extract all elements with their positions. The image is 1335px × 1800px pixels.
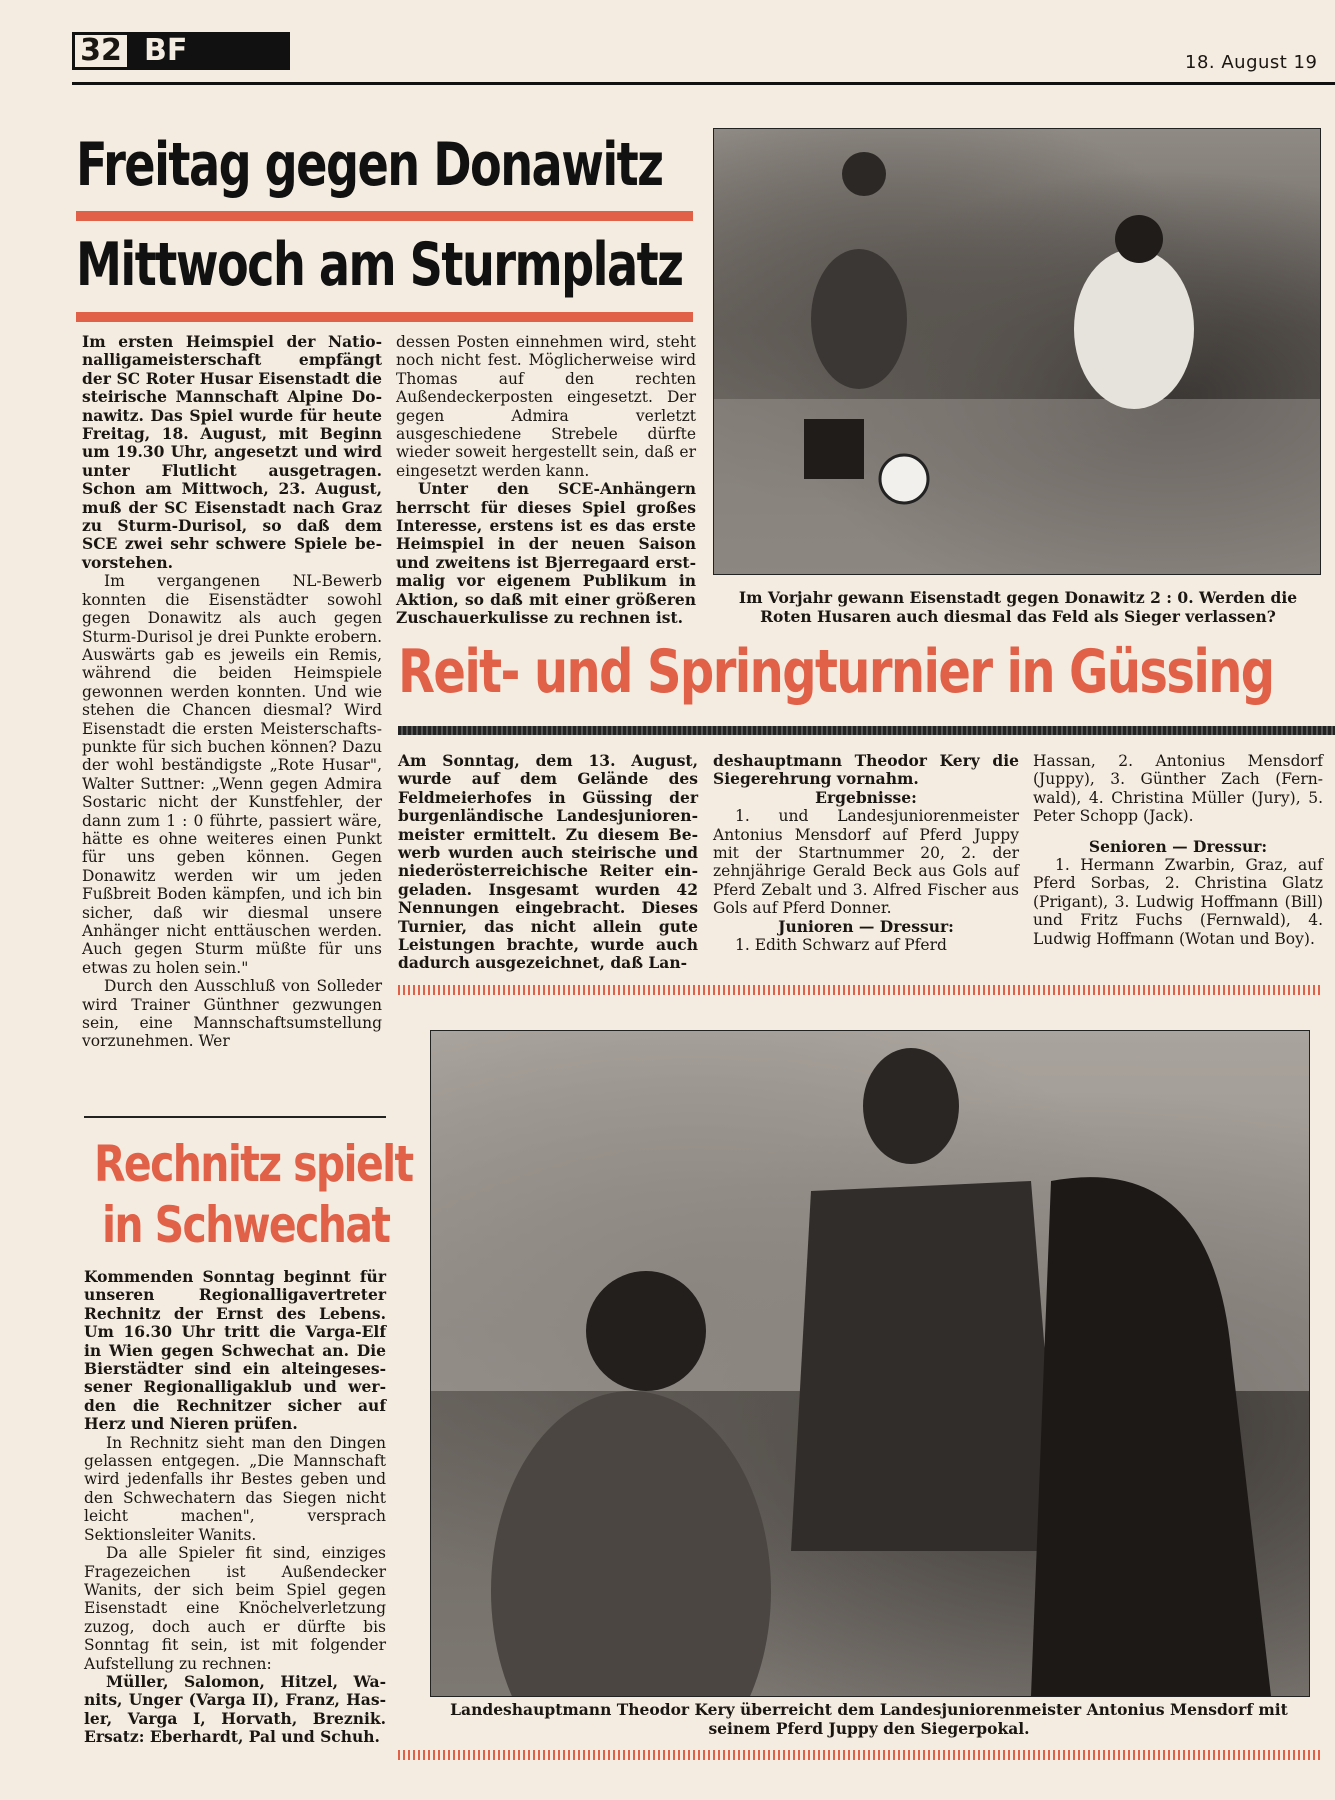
photo-frame-bottom [398,1750,1323,1760]
publication-name: BF [130,32,290,70]
article1-paragraph: Durch den Ausschluß von Solleder wird Trainer Günthner gezwungen sein, eine Mannschaftsumstellung vorzunehmen. Wer [82,977,382,1051]
football-players-illustration [714,129,1320,574]
article1-headline-line2: Mittwoch am Sturmplatz [76,230,683,300]
article3-headline: Reit- und Springturnier in Güssing [398,637,1274,707]
results-text: 1. und Landesjuniorenmeister Antonius Mensdorf auf Pferd Juppy mit der Startnummer 20, 2. der zehnjährige Gerald Beck aus Gols auf Pferd Zebalt und 3. Alfred Fischer aus Gols auf Pferd Donner. [713,807,1019,918]
junior-dressage-text: 1. Edith Schwarz auf Pferd [735,936,947,955]
article1-paragraph: dessen Posten einnehmen wird, steht noch nicht fest. Möglicherweise wird Thomas auf den rechten Außendeckerposten eingesetzt. Der gegen Admira verletzt ausgeschiedene Strebele dürfte wieder soweit hergestellt sein, daß er eingesetzt werden kann. [396,333,696,480]
dressage-results: Hassan, 2. Antonius Mensdorf (Juppy), 3. Günther Zach (Fernwald), 4. Christina Müller (Jury), 5. Peter Schopp (Jack). [1033,752,1323,826]
football-match-photo [713,128,1321,575]
equestrian-award-photo [430,1030,1310,1697]
senior-dressage-heading: Senioren — Dressur: [1088,836,1268,856]
senior-dressage-text: 1. Hermann Zwarbin, Graz, auf Pferd Sorbas, 2. Christina Glatz (Prigant), 3. Ludwig Hoffmann (Bill) und Fritz Fuchs (Fernwald), 4. Ludwig Hoffmann (Wotan und Boy). [1033,856,1323,948]
article3-column3 [1033,752,1323,948]
article2-lineup: Müller, Salomon, Hitzel, Wanits, Unger (Varga II), Franz, Hasler, Varga I, Horvath, Breznik. Ersatz: Eberhardt, Pal und Schuh. [84,1671,386,1747]
article2-headline-line1: Rechnitz spielt [94,1135,413,1193]
article1-column1 [82,333,382,1051]
award-ceremony-illustration [431,1031,1309,1696]
page-number: 32 [72,32,130,70]
article2-lead: Kommenden Sonntag beginnt für unseren Regionalligavertreter Rechnitz der Ernst des Lebens. Um 16.30 Uhr tritt die Varga-Elf in Wien gegen Schwechat an. Die Bierstädter sind ein alteingesessener Regionalligaklub und werden die Rechnitzer sicher auf Herz und Nieren prüfen. [84,1267,386,1434]
article3-column1: Am Sonntag, dem 13. August, wurde auf dem Gelände des Feldmeierhofes in Güssing der burgenländische Landesjuniorenmeister ermittelt. Zu diesem Bewerb wurden auch steirische und niederösterreichische Reiter eingeladen. Insgesamt wurden 42 Nennungen eingebracht. Dieses Turnier, das nicht allein gute Leistungen brachte, wurde auch dadurch ausgezeichnet, daß Lan- [398,751,698,973]
article1-lead: Im ersten Heimspiel der Nationalligameisterschaft empfängt der SC Roter Husar Eisenstadt die steirische Mannschaft Alpine Donawitz. Das Spiel wurde für heute Freitag, 18. August, mit Beginn um 19.30 Uhr, angesetzt und wird unter Flutlicht ausgetragen. Schon am Mittwoch, 23. August, muß der SC Eisenstadt nach Graz zu Sturm-Durisol, so daß dem SCE zwei sehr schwere Spiele bevorstehen. [82,332,382,572]
article1-column2 [396,333,696,628]
article1-headline-line1: Freitag gegen Donawitz [76,130,663,200]
header-rule [72,82,1335,85]
article1-headline-rule [76,312,693,322]
article1-headline-rule [76,211,693,221]
article3-column2 [713,752,1019,954]
article2-headline-line2: in Schwechat [102,1196,390,1254]
article2-body [84,1268,386,1747]
article1-paragraph: Im vergangenen NL-Bewerb konnten die Eisenstädter sowohl gegen Donawitz als auch gegen Sturm-Durisol je drei Punkte erobern. Auswärts gab es jeweils ein Remis, während die beiden Heimspiele gewonnen werden konnten. Und wie stehen die Chancen diesmal? Wird Eisenstadt die ersten Meisterschaftspunkte für sich buchen können? Dazu der wohl beständigste „Rote Husar", Walter Suttner: „Wenn gegen Admira Sostaric nicht der Kunstfehler, der dann zum 1 : 0 führte, passiert wäre, hätte es ohne weiteres einen Punkt für uns geben können. Gegen Donawitz werden wir um jeden Fußbreit Boden kämpfen, und ich bin sicher, daß wir diesmal unsere Anhänger nicht enttäuschen werden. Auch gegen Sturm müßte für uns etwas zu holen sein." [82,572,382,977]
article3-photo-caption: Landeshauptmann Theodor Kery überreicht dem Landesjuniorenmeister Antonius Mensdorf mit seinem Pferd Juppy den Siegerpokal. [450,1700,1288,1738]
article1-photo-caption: Im Vorjahr gewann Eisenstadt gegen Donawitz 2 : 0. Werden die Roten Husaren auch diesmal das Feld als Sieger verlassen? [738,588,1298,626]
article1-paragraph: Unter den SCE-Anhängern herrscht für dieses Spiel großes Interesse, erstens ist es das erste Heimspiel in der neuen Saison und zweitens ist Bjerregaard erstmalig vor eigenem Publikum in Aktion, so daß mit einer größeren Zuschauerkulisse zu rechnen ist. [396,479,696,628]
article3-intro: deshauptmann Theodor Kery die Siegerehrung vornahm. [713,751,1019,789]
article2-paragraph: Da alle Spieler fit sind, einziges Fragezeichen ist Außendecker Wanits, der sich beim Spiel gegen Eisenstadt eine Knöchelverletzung zuzog, doch auch er dürfte bis Sonntag fit sein, ist mit folgender Aufstellung zu rechnen: [84,1544,386,1673]
photo-frame-top [398,985,1323,995]
article2-paragraph: In Rechnitz sieht man den Dingen gelassen entgegen. „Die Mannschaft wird jedenfalls ihr Bestes geben und den Schwechatern das Siegen nicht leicht machen", versprach Sektionsleiter Wanits. [84,1433,386,1544]
results-heading: Ergebnisse: [815,787,917,807]
article3-headline-rule [398,726,1335,735]
article2-top-rule [84,1116,386,1118]
issue-date: 18. August 19 [1185,52,1318,73]
junior-dressage-heading: Junioren — Dressur: [778,916,954,936]
